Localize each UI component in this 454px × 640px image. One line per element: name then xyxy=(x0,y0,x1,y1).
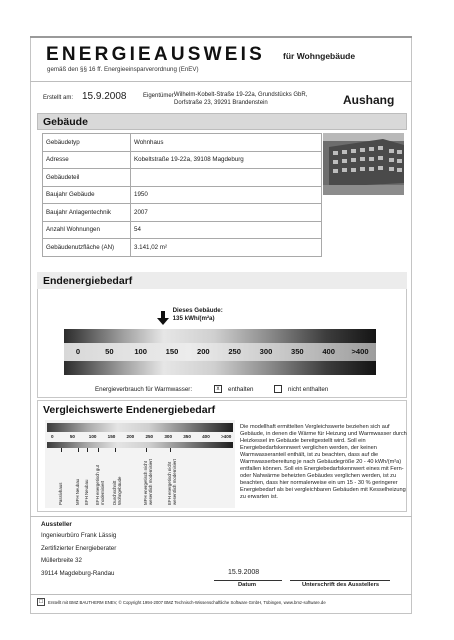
marker-label-2: 135 kWh/(m²a) xyxy=(172,315,215,322)
row-label: Baujahr Anlagentechnik xyxy=(43,204,131,222)
scale-label: 350 xyxy=(290,347,304,356)
comparison-tick xyxy=(170,448,171,452)
owner-label: Eigentümer: xyxy=(143,93,176,99)
row-label: Baujahr Gebäude xyxy=(43,186,131,204)
row-label: Gebäudenutzfläche (AN) xyxy=(43,239,131,257)
comparison-tick xyxy=(146,448,147,452)
scale-label: 250 xyxy=(228,347,241,356)
row-label: Anzahl Wohnungen xyxy=(43,221,131,239)
comparison-type-label: MFH Neubau xyxy=(74,478,80,505)
scale-label: 400 xyxy=(322,347,335,356)
comparison-scale-label: 100 xyxy=(88,434,97,439)
energy-scale-numbers xyxy=(64,343,376,361)
comparison-types xyxy=(47,448,233,506)
owner-line-2: Dorfstraße 23, 39291 Brandenstein xyxy=(174,100,268,106)
row-value: Wohnhaus xyxy=(131,134,322,152)
comparison-tick xyxy=(61,448,62,452)
comparison-type-label: Passivhaus xyxy=(57,482,63,505)
table-row xyxy=(43,221,322,239)
comparison-chart xyxy=(45,420,235,508)
comparison-type-label: Durchschnitt Wohngebäude xyxy=(112,476,123,505)
comparison-scale-label: 300 xyxy=(164,434,172,439)
comparison-scale-label: 50 xyxy=(69,434,75,439)
building-photo xyxy=(323,133,404,195)
building-data-table xyxy=(42,133,322,257)
comparison-tick xyxy=(87,448,88,452)
footer-copyright: Erstellt mit BMZ BAUTHERM ENEV, © Copyright 1994-2007 BMZ Technisch-Wissenschaftliche Software GmbH, Tübingen, www.bmz-software.de xyxy=(48,600,326,605)
scale-label: 150 xyxy=(165,347,179,356)
owner-address xyxy=(174,91,344,107)
comparison-scale-label: 250 xyxy=(145,434,154,439)
footer-logo-icon: ☐ xyxy=(38,599,44,605)
row-label: Adresse xyxy=(43,151,131,169)
table-row xyxy=(43,204,322,222)
scale-label: 100 xyxy=(134,347,147,356)
scale-label: >400 xyxy=(351,347,369,356)
document-title: ENERGIEAUSWEIS xyxy=(46,44,265,65)
row-value: 1950 xyxy=(131,186,322,204)
scale-label: 200 xyxy=(196,347,210,356)
comparison-tick xyxy=(78,448,79,452)
row-value: 2007 xyxy=(131,204,322,222)
aussteller-line: Zertifizierter Energieberater xyxy=(41,544,117,552)
gebaeude-heading-bar xyxy=(37,113,407,130)
vergleich-heading: Vergleichswerte Endenergiebedarf xyxy=(43,404,216,416)
scale-label: 300 xyxy=(259,347,273,356)
created-date: 15.9.2008 xyxy=(82,91,127,102)
top-rule xyxy=(30,36,412,38)
comparison-bar-top xyxy=(47,423,233,432)
energy-scale-bottom xyxy=(64,361,376,375)
table-row xyxy=(43,239,322,257)
warmwater-not-included-checkbox[interactable] xyxy=(274,385,282,393)
legal-basis: gemäß den §§ 16 ff. Energieeinsparverordnung (EnEV) xyxy=(47,66,199,73)
scale-label: 50 xyxy=(105,347,114,356)
issue-date: 15.9.2008 xyxy=(228,569,260,576)
comparison-scale-label: 0 xyxy=(51,434,54,439)
comparison-type-label: EFH energetisch nicht wesentlich modernisiert xyxy=(167,459,178,505)
row-value: 3.141,02 m² xyxy=(131,239,322,257)
row-value: 54 xyxy=(131,221,322,239)
owner-line-1: Wilhelm-Kobelt-Straße 19-22a, Grundstücks GbR, xyxy=(174,92,308,98)
aussteller-heading: Aussteller xyxy=(41,521,72,528)
comparison-scale-label: 350 xyxy=(183,434,191,439)
endenergie-heading: Endenergiebedarf xyxy=(43,275,133,287)
row-value xyxy=(131,169,322,187)
header-rule xyxy=(30,81,412,82)
comparison-note: Die modellhaft ermittelten Vergleichswerte beziehen sich auf Gebäude, in denen die Wärme für Heizung und Warmwasser durch Heizkessel im Gebäude bereitgestellt wird. Soll ein Energiebedarfskennwert verglichen werden, der keinen Warmwasseranteil enthält, ist zu beachten, dass auf die Warmwasserbereitung je nach Gebäudegröße 20 - 40 kWh/(m²a) entfallen können. Soll ein Energiebedarfskennwert eines mit Fern- oder Nahwärme beheizten Gebäudes verglichen werden, ist zu beachten, dass hier normalerweise ein um 15 - 30 % geringerer Energiebedarf als bei vergleichbaren Gebäuden mit Kesselheizung zu erwarten ist. xyxy=(240,424,407,500)
aussteller-line: Ingenieurbüro Frank Lässig xyxy=(41,532,117,539)
row-label: Gebäudetyp xyxy=(43,134,131,152)
energy-scale-top xyxy=(64,329,376,343)
table-row xyxy=(43,151,322,169)
comparison-type-label: EFH energetisch gut modernisiert xyxy=(95,464,106,505)
footer-rule xyxy=(30,594,412,595)
created-label: Erstellt am: xyxy=(43,95,74,101)
gebaeude-heading: Gebäude xyxy=(43,116,88,128)
comparison-scale-label: 150 xyxy=(107,434,116,439)
document-subtitle: für Wohngebäude xyxy=(283,51,356,61)
row-label: Gebäudeteil xyxy=(43,169,131,187)
aushang-label: Aushang xyxy=(343,93,395,107)
comparison-tick xyxy=(115,448,116,452)
warmwater-included-checkbox[interactable] xyxy=(214,385,222,393)
table-row xyxy=(43,169,322,187)
comparison-scale-label: >400 xyxy=(221,434,232,439)
date-label: Datum xyxy=(238,582,257,588)
comparison-numbers xyxy=(47,434,233,442)
comparison-scale-label: 200 xyxy=(126,434,135,439)
comparison-type-label: EFH Neubau xyxy=(84,479,90,505)
warmwater-label: Energieverbrauch für Warmwasser: xyxy=(95,386,193,393)
warmwater-not-included-label: nicht enthalten xyxy=(288,386,329,393)
signature-label: Unterschrift des Ausstellers xyxy=(302,582,380,588)
table-row xyxy=(43,186,322,204)
scale-label: 0 xyxy=(75,347,81,356)
comparison-type-label: MFH energetisch nicht wesentlich modernisiert xyxy=(142,459,153,505)
aussteller-rule xyxy=(30,516,412,517)
checkbox-mark: x xyxy=(216,386,220,392)
marker-label-1: Dieses Gebäude: xyxy=(172,307,223,314)
aussteller-line: 39114 Magdeburg-Randau xyxy=(41,569,115,577)
warmwater-included-label: enthalten xyxy=(228,386,254,393)
signature-line xyxy=(290,580,390,581)
table-row xyxy=(43,134,322,152)
comparison-tick xyxy=(98,448,99,452)
row-value: Kobeltstraße 19-22a, 39108 Magdeburg xyxy=(131,151,322,169)
aussteller-line: Müllerbreite 32 xyxy=(41,557,82,564)
building-photo-svg xyxy=(323,133,404,195)
date-line xyxy=(214,580,282,581)
aussteller-block xyxy=(41,532,201,582)
marker-arrow-icon xyxy=(157,311,169,325)
comparison-scale-label: 400 xyxy=(202,434,210,439)
